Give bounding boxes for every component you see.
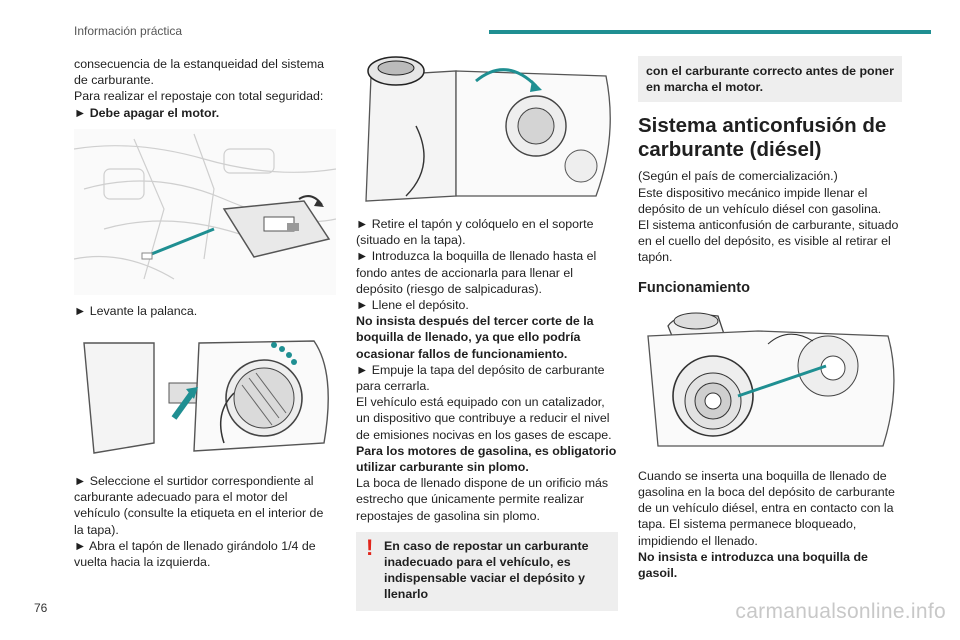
lever-illustration bbox=[74, 129, 336, 295]
misfuel-device-illustration bbox=[638, 306, 902, 452]
step-open-cap: ► Abra el tapón de llenado girándolo 1/4 de vuelta hacia la izquierda. bbox=[74, 538, 316, 570]
column-1 bbox=[74, 56, 336, 570]
warning-icon: ! bbox=[366, 534, 374, 560]
cap-holder-figure bbox=[356, 56, 618, 206]
note-diesel-nozzle: No insista e introduzca una boquilla de gasoil. bbox=[638, 549, 868, 581]
step-insert-nozzle: ► Introduzca la boquilla de llenado hasta el fondo antes de accionarla para llenar el depósito (riesgo de salpicaduras). bbox=[356, 249, 597, 296]
step-select-pump: ► Seleccione el surtidor correspondiente al carburante adecuado para el motor del vehículo (consulte la etiqueta en el interior de la tapa). bbox=[74, 474, 324, 537]
warning-text: En caso de repostar un carburante inadecuado para el vehículo, es indispensable vaciar el depósito y llenarlo bbox=[384, 538, 589, 602]
paragraph-country: (Según el país de comercialización.) bbox=[638, 169, 838, 184]
step-fill-tank: ► Llene el depósito. bbox=[356, 298, 469, 313]
page-number: 76 bbox=[34, 601, 48, 615]
fuel-cap-illustration bbox=[74, 333, 336, 461]
cap-removal-illustration bbox=[356, 56, 618, 206]
filler-neck-figure bbox=[638, 306, 902, 452]
watermark: carmanualsonline.info bbox=[735, 600, 946, 623]
paragraph-device: Este dispositivo mecánico impide llenar el depósito de un vehículo diésel con gasolina. bbox=[638, 185, 882, 216]
column-3 bbox=[638, 56, 902, 581]
header-accent-bar bbox=[489, 30, 931, 34]
step-remove-cap: ► Retire el tapón y colóquelo en el soporte (situado en la tapa). bbox=[356, 217, 594, 248]
step-lift-lever: ► Levante la palanca. bbox=[74, 303, 198, 318]
paragraph-catalyst: El vehículo está equipado con un catalizador, un dispositivo que contribuye a reducir el nivel de emisiones nocivas en los gases de escape. bbox=[356, 395, 612, 442]
running-header-title: Información práctica bbox=[74, 24, 183, 38]
column-2 bbox=[356, 56, 618, 611]
paragraph: consecuencia de la estanqueidad del sistema de carburante. bbox=[74, 57, 325, 88]
section-title: Sistema anticonfusión de carburante (diésel) bbox=[638, 114, 887, 162]
car-interior-lever-figure bbox=[74, 129, 336, 295]
paragraph: Para realizar el repostaje con total seguridad: bbox=[74, 89, 324, 104]
warning-continuation-box: con el carburante correcto antes de poner en marcha el motor. bbox=[638, 56, 902, 102]
warning-box bbox=[356, 532, 618, 611]
note-unleaded: Para los motores de gasolina, es obligatorio utilizar carburante sin plomo. bbox=[356, 443, 617, 475]
paragraph-location: El sistema anticonfusión de carburante, situado en el cuello del depósito, es visible al retirar el tapón. bbox=[638, 218, 899, 265]
paragraph-operation: Cuando se inserta una boquilla de llenado de gasolina en la boca del depósito de carburante de un vehículo diésel, entra en contacto con la tapa. El sistema permanece bloqueado, impidiendo el llenado. bbox=[638, 468, 895, 548]
note-third-cutoff: No insista después del tercer corte de la boquilla de llenado, ya que ello podría ocasionar fallos de funcionamiento. bbox=[356, 314, 594, 361]
paragraph-filler-neck: La boca de llenado dispone de un orificio más estrecho que únicamente permite realizar repostajes de gasolina sin plomo. bbox=[356, 476, 609, 523]
step-close-flap: ► Empuje la tapa del depósito de carburante para cerrarla. bbox=[356, 362, 605, 394]
step-stop-engine: ► Debe apagar el motor. bbox=[74, 105, 220, 120]
fuel-flap-open-figure bbox=[74, 333, 336, 461]
subsection-title: Funcionamiento bbox=[638, 279, 750, 296]
